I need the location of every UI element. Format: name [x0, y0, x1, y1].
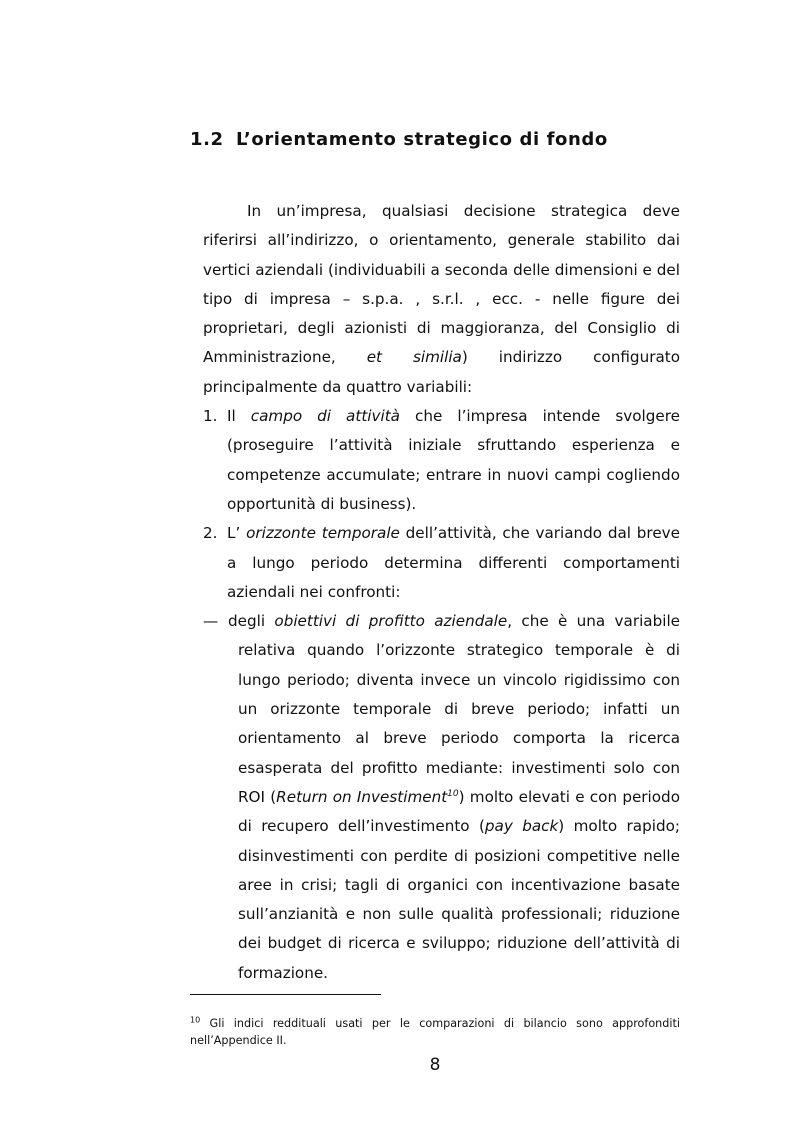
- list-item-2: [203, 519, 680, 607]
- footnote-number: 10: [190, 1015, 201, 1025]
- item1-text-a: Il: [227, 407, 236, 426]
- section-title: L’orientamento strategico di fondo: [236, 129, 608, 150]
- list-marker-1: 1.: [203, 407, 218, 426]
- footnote-separator: [190, 994, 381, 995]
- footnote-reference: 10: [447, 788, 459, 799]
- dash-italic-2: Return on Investiment: [276, 787, 448, 806]
- page-number: 8: [429, 1055, 441, 1075]
- section-number: 1.2: [190, 129, 224, 150]
- section-heading: [190, 129, 690, 150]
- item2-text-c: dell’attività, che variando dal breve a lungo periodo determina differenti comportamenti aziendali nei confronti:: [227, 524, 681, 601]
- item2-text-a: L’: [227, 524, 241, 543]
- intro-paragraph: [203, 197, 680, 402]
- dash-text-e: ) molto elevati e con periodo di recupero dell’investimento (: [238, 787, 680, 836]
- item2-italic: orizzonte temporale: [246, 524, 400, 543]
- dash-italic-1: obiettivi di profitto aziendale: [274, 612, 508, 631]
- list-marker-2: 2.: [203, 524, 218, 543]
- dash-text-a: degli: [228, 612, 266, 631]
- intro-text-1: In un’impresa, qualsiasi decisione strategica deve riferirsi all’indirizzo, o orientamento, generale stabilito dai vertici aziendali (individuabili a seconda delle dimensioni e del tipo di impresa – s.p.a. , s.r.l. , ecc. - nelle figure dei proprietari, degli azionisti di maggioranza, del Consiglio di Amministrazione,: [203, 202, 680, 367]
- dash-text-g: ) molto rapido; disinvestimenti con perdite di posizioni competitive nelle aree in crisi; tagli di organici con incentivazione basate sull’anzianità e non sulle qualità professionali; riduzione dei budget di ricerca e sviluppo; riduzione dell’attività di formazione.: [238, 817, 680, 982]
- dash-italic-3: pay back: [484, 817, 559, 836]
- item1-text-c: che l’impresa intende svolgere (proseguire l’attività iniziale sfruttando esperienza e competenze accumulate; entrare in nuovi campi cogliendo opportunità di business).: [227, 407, 681, 513]
- dash-text-c: , che è una variabile relativa quando l’orizzonte strategico temporale è di lungo periodo; diventa invece un vincolo rigidissimo con un orizzonte temporale di breve periodo; infatti un orientamento al breve periodo comporta la ricerca esasperata del profitto mediante: investimenti solo con ROI (: [238, 612, 681, 806]
- footnote: [190, 1016, 680, 1049]
- footnote-text: Gli indici reddituali usati per le comparazioni di bilancio sono approfonditi nell’Appendice II.: [190, 1017, 680, 1047]
- intro-italic: et similia: [366, 348, 462, 367]
- dash-marker: —: [203, 612, 219, 631]
- intro-text-2: ) indirizzo configurato principalmente da quattro variabili:: [203, 348, 680, 396]
- dash-list-item: [203, 607, 680, 988]
- body-text: [203, 197, 680, 988]
- list-item-1: [203, 402, 680, 519]
- item1-italic: campo di attività: [250, 407, 400, 426]
